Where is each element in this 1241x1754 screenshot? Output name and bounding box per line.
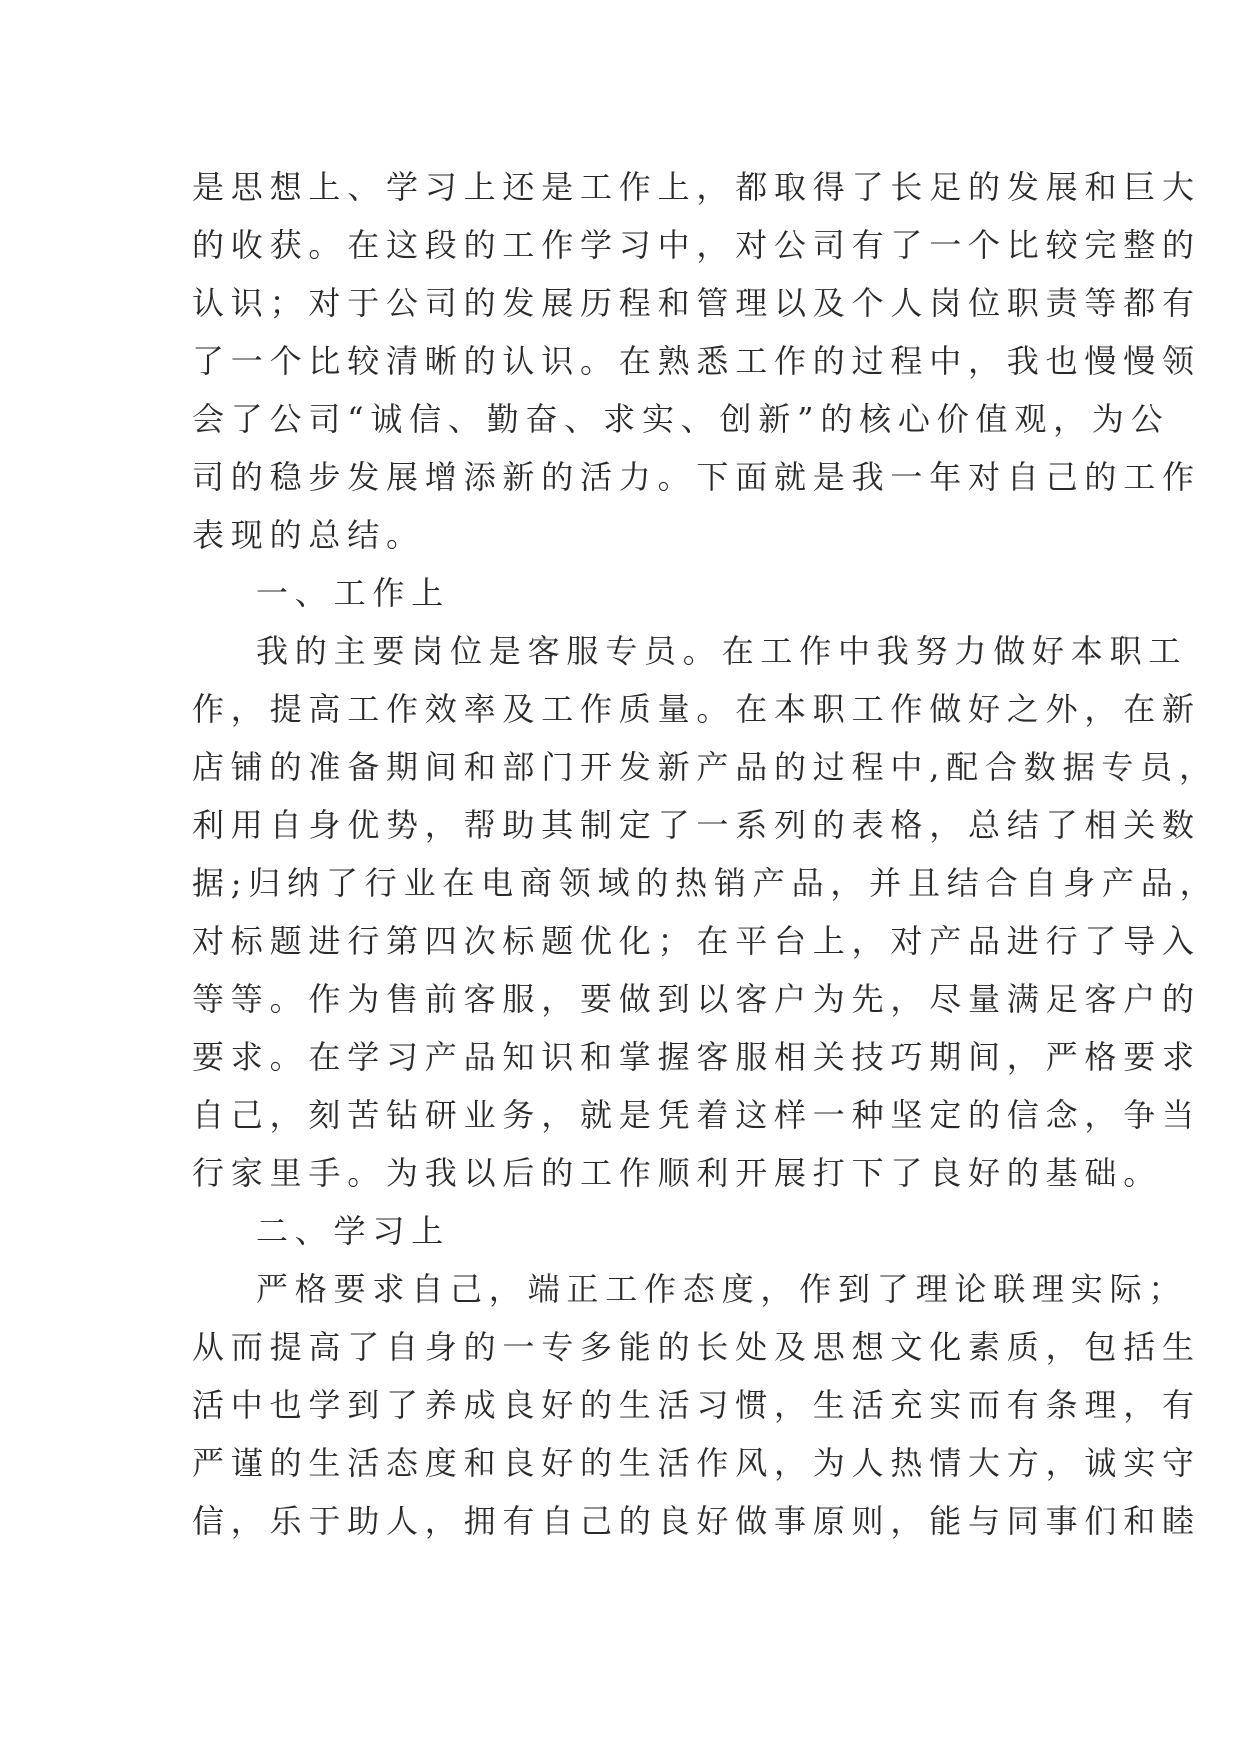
text-line: 据;归纳了行业在电商领域的热销产品，并且结合自身产品， xyxy=(192,864,1219,902)
text-line: 活中也学到了养成良好的生活习惯，生活充实而有条理，有 xyxy=(192,1386,1201,1424)
text-line: 严谨的生活态度和良好的生活作风，为人热情大方，诚实守 xyxy=(192,1444,1201,1482)
text-line: 会了公司“诚信、勤奋、求实、创新”的核心价值观，为公 xyxy=(192,400,1170,438)
text-line: 等等。作为售前客服，要做到以客户为先，尽量满足客户的 xyxy=(192,980,1201,1018)
document-body xyxy=(192,158,1219,1550)
text-line: 的收获。在这段的工作学习中，对公司有了一个比较完整的 xyxy=(192,226,1201,264)
text-line: 了一个比较清晰的认识。在熟悉工作的过程中，我也慢慢领 xyxy=(192,342,1201,380)
section-heading-work: 一、工作上 xyxy=(256,574,451,612)
text-line: 认识；对于公司的发展历程和管理以及个人岗位职责等都有 xyxy=(192,284,1201,322)
text-line: 是思想上、学习上还是工作上，都取得了长足的发展和巨大 xyxy=(192,168,1201,206)
text-line: 利用自身优势，帮助其制定了一系列的表格，总结了相关数 xyxy=(192,806,1201,844)
paragraph-start-line: 我的主要岗位是客服专员。在工作中我努力做好本职工 xyxy=(256,632,1188,670)
text-line: 行家里手。为我以后的工作顺利开展打下了良好的基础。 xyxy=(192,1154,1163,1192)
text-line: 信，乐于助人，拥有自己的良好做事原则，能与同事们和睦 xyxy=(192,1502,1201,1540)
text-line: 对标题进行第四次标题优化；在平台上，对产品进行了导入 xyxy=(192,922,1201,960)
text-line: 从而提高了自身的一专多能的长处及思想文化素质，包括生 xyxy=(192,1328,1201,1366)
text-line: 要求。在学习产品知识和掌握客服相关技巧期间，严格要求 xyxy=(192,1038,1201,1076)
text-line: 店铺的准备期间和部门开发新产品的过程中,配合数据专员， xyxy=(192,748,1218,786)
text-line: 表现的总结。 xyxy=(192,516,425,554)
section-heading-study: 二、学习上 xyxy=(256,1212,451,1250)
paragraph-start-line: 严格要求自己，端正工作态度，作到了理论联理实际； xyxy=(256,1270,1188,1308)
text-line: 自己，刻苦钻研业务，就是凭着这样一种坚定的信念，争当 xyxy=(192,1096,1201,1134)
text-line: 司的稳步发展增添新的活力。下面就是我一年对自己的工作 xyxy=(192,458,1201,496)
text-line: 作，提高工作效率及工作质量。在本职工作做好之外，在新 xyxy=(192,690,1201,728)
